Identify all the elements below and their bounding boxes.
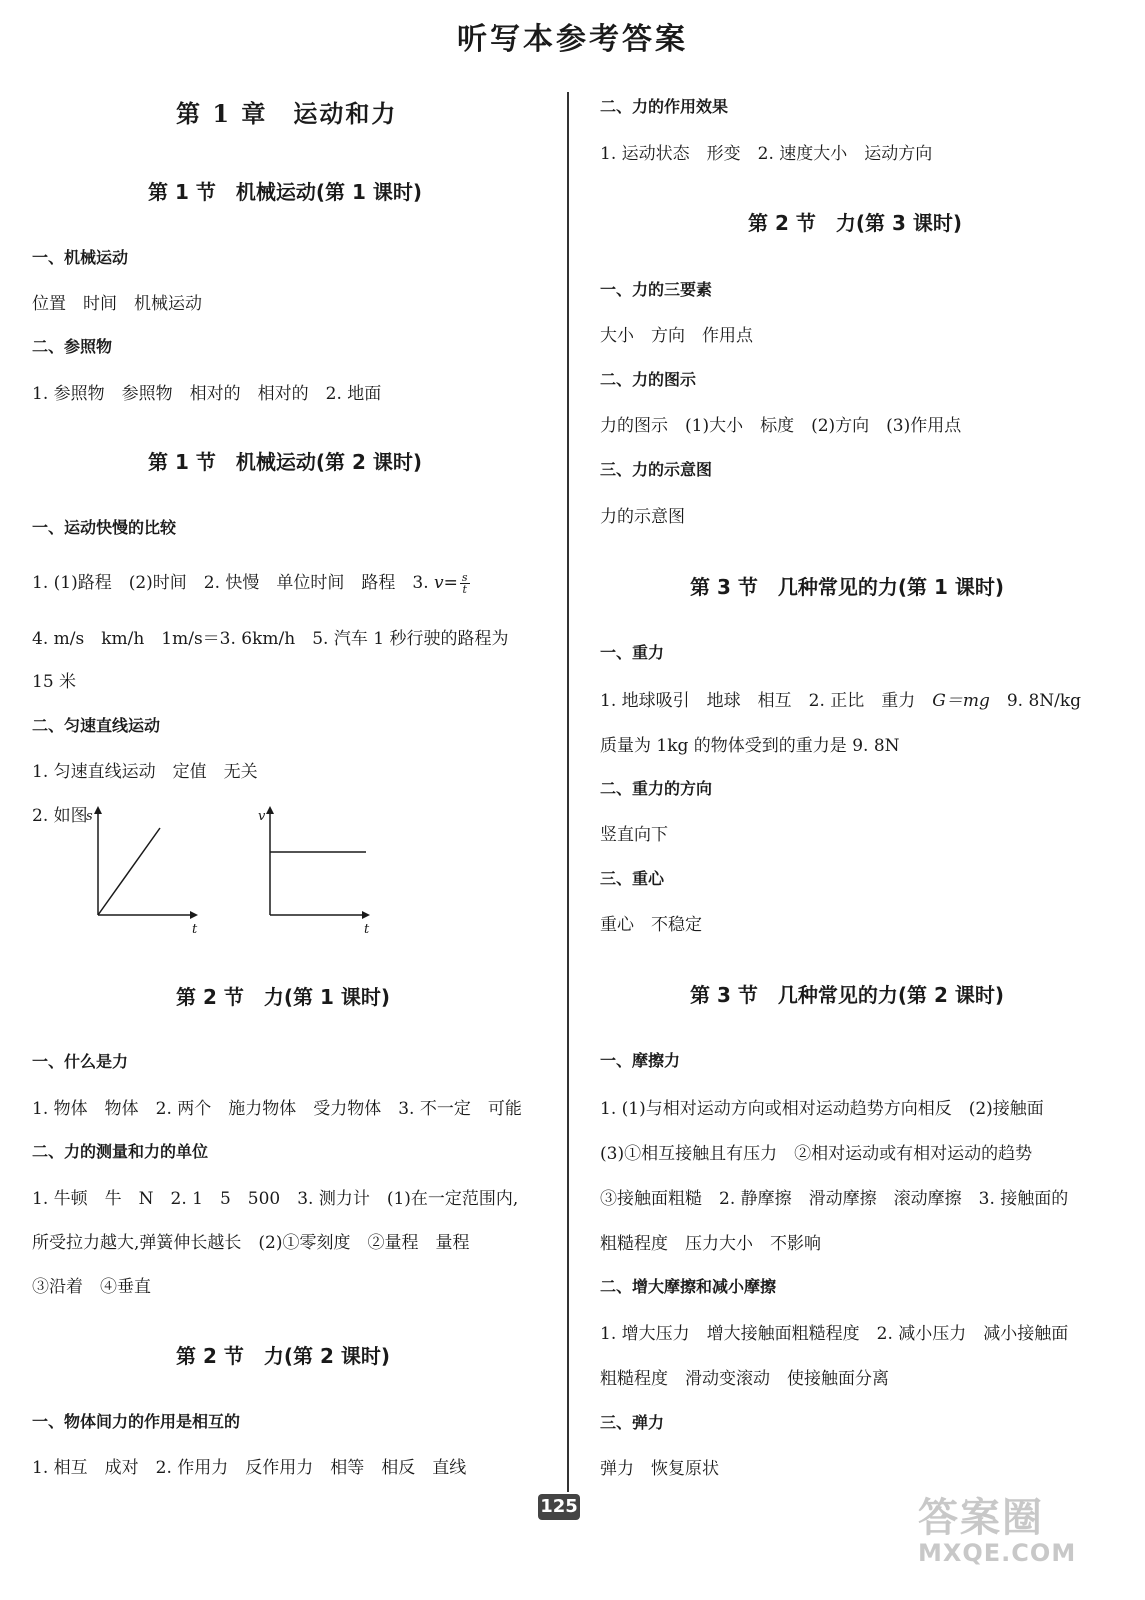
vt-graph [252,800,382,940]
subsection-heading: 三、重心 [600,869,665,888]
watermark [918,1486,1076,1567]
subsection-heading: 二、力的图示 [600,370,697,389]
subsection-heading: 三、力的示意图 [600,460,713,479]
answer-line: 1. 增大压力 增大接触面粗糙程度 2. 减小压力 减小接触面 [600,1324,1069,1344]
answer-line: 4. m/s km/h 1m/s＝3. 6km/h 5. 汽车 1 秒行驶的路程为 [32,629,509,649]
answer-line [32,568,470,595]
answer-line: 2. 如图 [32,806,88,826]
subsection-heading: 一、力的三要素 [600,280,713,299]
section-title: 第 3 节 几种常见的力(第 2 课时) [690,983,1004,1007]
section-title: 第 1 节 机械运动(第 2 课时) [148,450,422,474]
x-axis-label: t [192,922,198,937]
x-axis-arrow [190,911,198,919]
fraction [460,572,470,595]
y-axis-arrow [94,806,102,814]
section-title: 第 2 节 力(第 3 课时) [748,211,962,235]
answer-line: 力的示意图 [600,507,685,527]
answer-text: 9. 8N/kg [989,691,1082,711]
subsection-heading: 二、参照物 [32,337,113,356]
subsection-heading: 一、物体间力的作用是相互的 [32,1412,241,1431]
answer-line: 位置 时间 机械运动 [32,294,202,314]
chapter-title: 第 1 章 运动和力 [176,99,398,128]
speed-formula: v= [434,573,458,593]
page-title: 听写本参考答案 [457,22,688,57]
subsection-heading: 一、重力 [600,643,665,662]
subsection-heading: 二、匀速直线运动 [32,716,161,735]
page-number: 125 [538,1494,580,1520]
answer-line: 1. 物体 物体 2. 两个 施力物体 受力物体 3. 不一定 可能 [32,1099,522,1119]
answer-line: 大小 方向 作用点 [600,326,753,346]
answer-line: 粗糙程度 滑动变滚动 使接触面分离 [600,1369,889,1389]
column-divider [567,92,569,1492]
gravity-formula: G＝mg [932,691,990,711]
answer-line: 1. 参照物 参照物 相对的 相对的 2. 地面 [32,384,382,404]
subsection-heading: 三、弹力 [600,1413,665,1432]
answer-line: 质量为 1kg 的物体受到的重力是 9. 8N [600,736,900,756]
answer-text: 1. 地球吸引 地球 相互 2. 正比 重力 [600,691,933,711]
answer-line: 弹力 恢复原状 [600,1459,719,1479]
subsection-heading: 一、什么是力 [32,1052,129,1071]
subsection-heading: 二、增大摩擦和减小摩擦 [600,1277,777,1296]
fraction-denominator: t [462,583,467,596]
answer-text: 1. (1)路程 (2)时间 2. 快慢 单位时间 路程 3. [32,573,435,593]
y-axis-label: v [258,809,266,824]
section-title: 第 1 节 机械运动(第 1 课时) [148,180,422,204]
answer-line: ③接触面粗糙 2. 静摩擦 滑动摩擦 滚动摩擦 3. 接触面的 [600,1189,1069,1209]
y-axis-label: s [86,809,93,824]
watermark-url: MXQE.COM [918,1539,1077,1567]
x-axis-arrow [362,911,370,919]
answer-line: 竖直向下 [600,825,668,845]
subsection-heading: 一、摩擦力 [600,1051,681,1070]
subsection-heading: 二、力的作用效果 [600,97,729,116]
answer-line: 重心 不稳定 [600,915,702,935]
answer-line: 粗糙程度 压力大小 不影响 [600,1234,821,1254]
answer-line: 15 米 [32,672,77,692]
y-axis-arrow [266,806,274,814]
section-title: 第 2 节 力(第 1 课时) [176,985,390,1009]
section-title: 第 3 节 几种常见的力(第 1 课时) [690,575,1004,599]
answer-line: 1. 牛顿 牛 N 2. 1 5 500 3. 测力计 (1)在一定范围内, [32,1189,519,1209]
st-line [98,828,160,915]
st-graph [80,800,210,940]
answer-line: 1. (1)与相对运动方向或相对运动趋势方向相反 (2)接触面 [600,1099,1044,1119]
subsection-heading: 一、机械运动 [32,248,129,267]
x-axis-label: t [364,922,370,937]
answer-line: 1. 相互 成对 2. 作用力 反作用力 相等 相反 直线 [32,1458,467,1478]
subsection-heading: 二、力的测量和力的单位 [32,1142,209,1161]
answer-line: ③沿着 ④垂直 [32,1277,151,1297]
watermark-logo: 答案圈 [918,1495,1044,1541]
answer-line: 1. 运动状态 形变 2. 速度大小 运动方向 [600,144,933,164]
answer-line: 力的图示 (1)大小 标度 (2)方向 (3)作用点 [600,416,962,436]
subsection-heading: 一、运动快慢的比较 [32,518,177,537]
fraction-numerator: s [461,571,468,584]
answer-line: 所受拉力越大,弹簧伸长越长 (2)①零刻度 ②量程 量程 [32,1233,470,1253]
section-title: 第 2 节 力(第 2 课时) [176,1344,390,1368]
answer-line: 1. 匀速直线运动 定值 无关 [32,762,258,782]
subsection-heading: 二、重力的方向 [600,779,713,798]
answer-line: (3)①相互接触且有压力 ②相对运动或有相对运动的趋势 [600,1144,1033,1164]
answer-line [600,686,1081,711]
